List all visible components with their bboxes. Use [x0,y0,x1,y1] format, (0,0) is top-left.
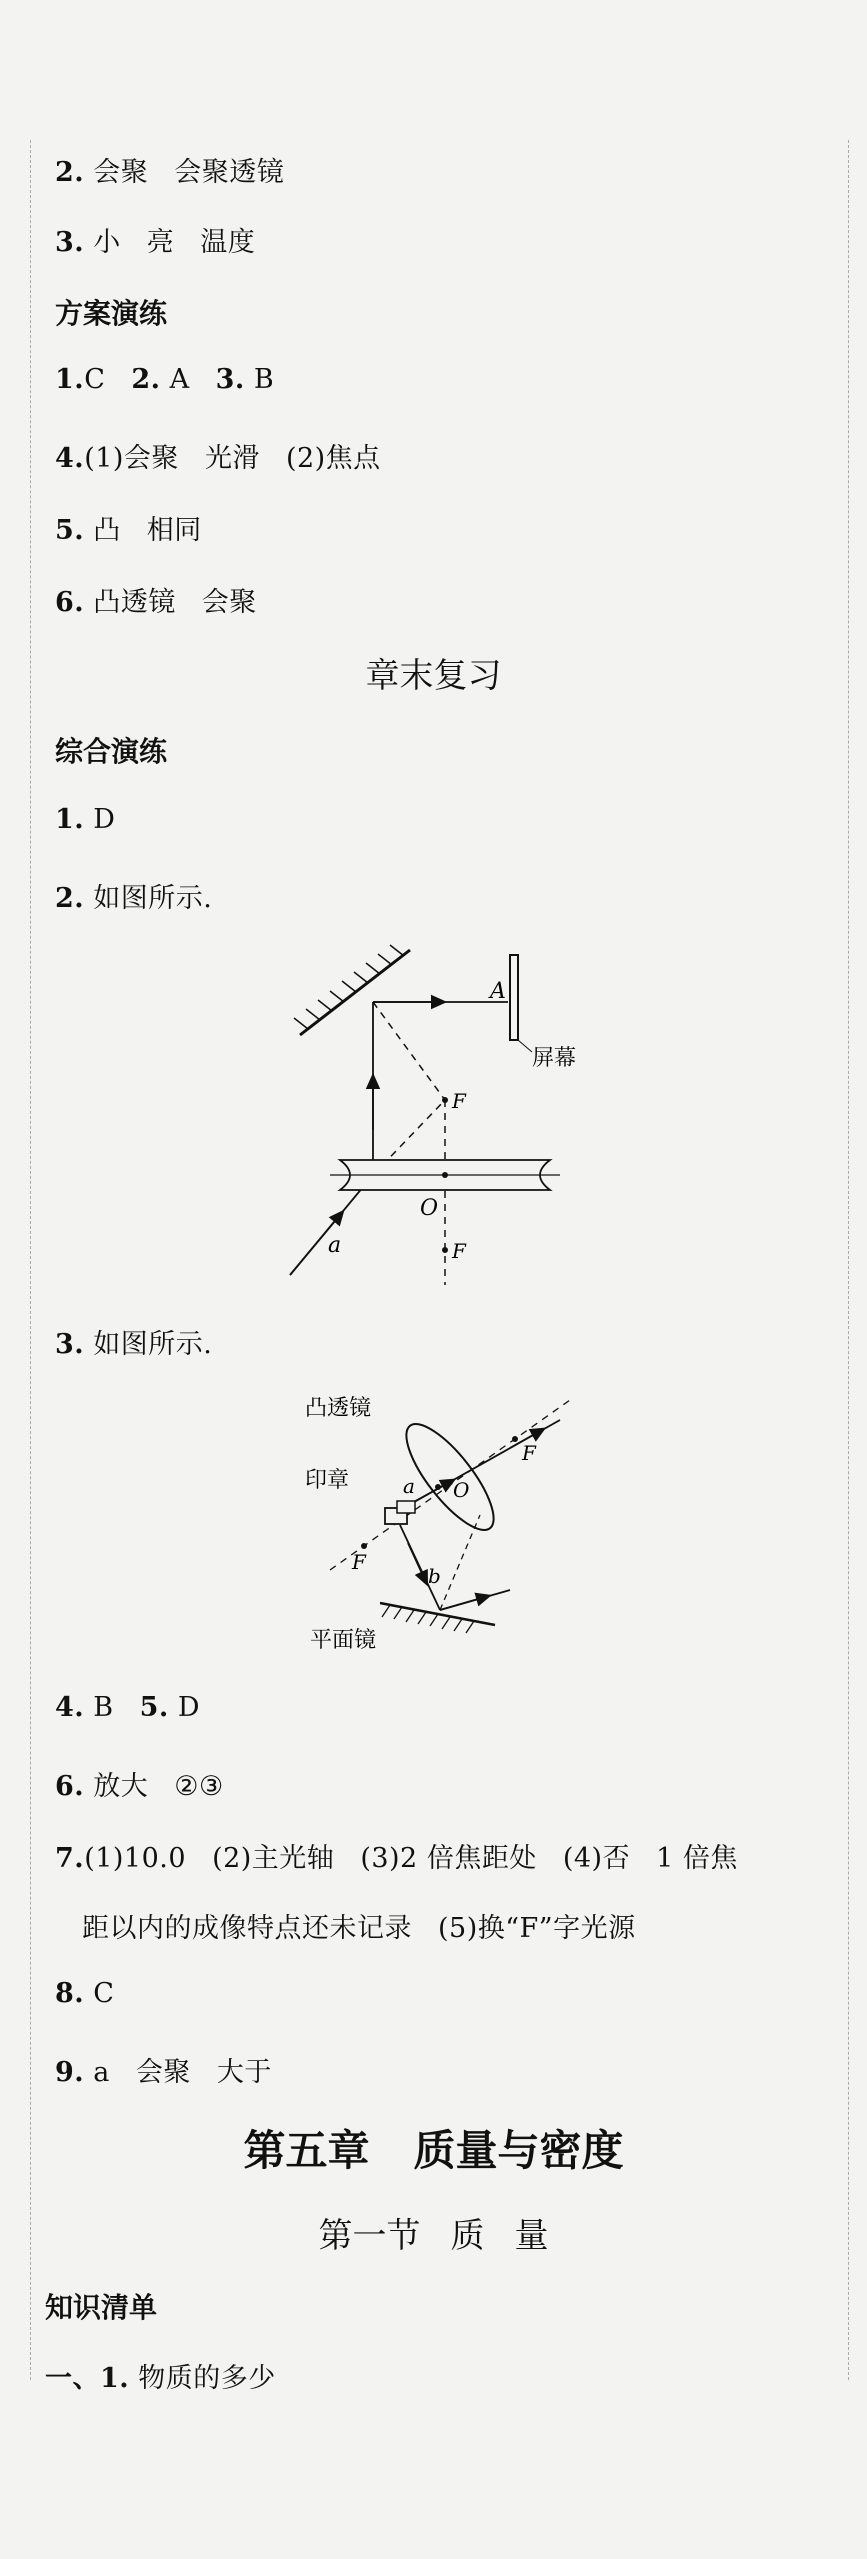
label-O: O [453,1478,470,1502]
optics-diagram-mirror-lens-screen [280,930,640,1290]
label-convex-lens: 凸透镜 [305,1396,372,1421]
left-margin-rule [30,140,31,2380]
answer-line: 4.(1)会聚 光滑 (2)焦点 [55,443,381,474]
right-margin-rule [848,140,849,2380]
label-screen: 屏幕 [532,1046,577,1071]
label-plane-mirror: 平面镜 [310,1628,377,1653]
answer-line: 5. 凸 相同 [55,515,202,546]
section-title: 第一节 质 量 [318,2216,549,2256]
label-F-right: F [522,1441,536,1465]
answer-line: 4. B 5. D [55,1692,201,1723]
section-heading: 综合演练 [55,735,168,768]
answer-line: 3. 小 亮 温度 [55,227,256,258]
label-F-left: F [352,1550,366,1574]
label-F-top: F [452,1089,466,1113]
label-A: A [490,979,506,1004]
chapter-title: 第五章 质量与密度 [243,2126,624,2175]
label-stamp: 印章 [305,1468,350,1493]
answer-line: 7.(1)10.0 (2)主光轴 (3)2 倍焦距处 (4)否 1 倍焦 [55,1843,738,1874]
section-heading: 方案演练 [55,297,168,330]
chapter-review-title: 章末复习 [365,656,502,696]
label-a: a [403,1474,415,1498]
label-O: O [420,1196,439,1221]
optics-diagram-convex-lens-stamp-mirror [300,1385,600,1655]
answer-line: 6. 凸透镜 会聚 [55,587,257,618]
label-a: a [328,1233,342,1258]
label-b: b [428,1564,441,1588]
label-F-bottom: F [452,1239,466,1263]
answer-line: 6. 放大 ②③ [55,1771,224,1802]
answer-line: 8. C [55,1978,115,2009]
answer-line: 一、1. 物质的多少 [45,2363,276,2394]
answer-line: 1.C 2. A 3. B [55,364,275,395]
section-heading: 知识清单 [45,2291,158,2324]
answer-line: 3. 如图所示. [55,1329,213,1360]
answer-line: 2. 如图所示. [55,883,213,914]
answer-line-continued: 距以内的成像特点还未记录 (5)换“F”字光源 [82,1913,636,1944]
answer-line: 1. D [55,804,116,835]
answer-line: 9. a 会聚 大于 [55,2057,272,2088]
answer-line: 2. 会聚 会聚透镜 [55,157,285,188]
